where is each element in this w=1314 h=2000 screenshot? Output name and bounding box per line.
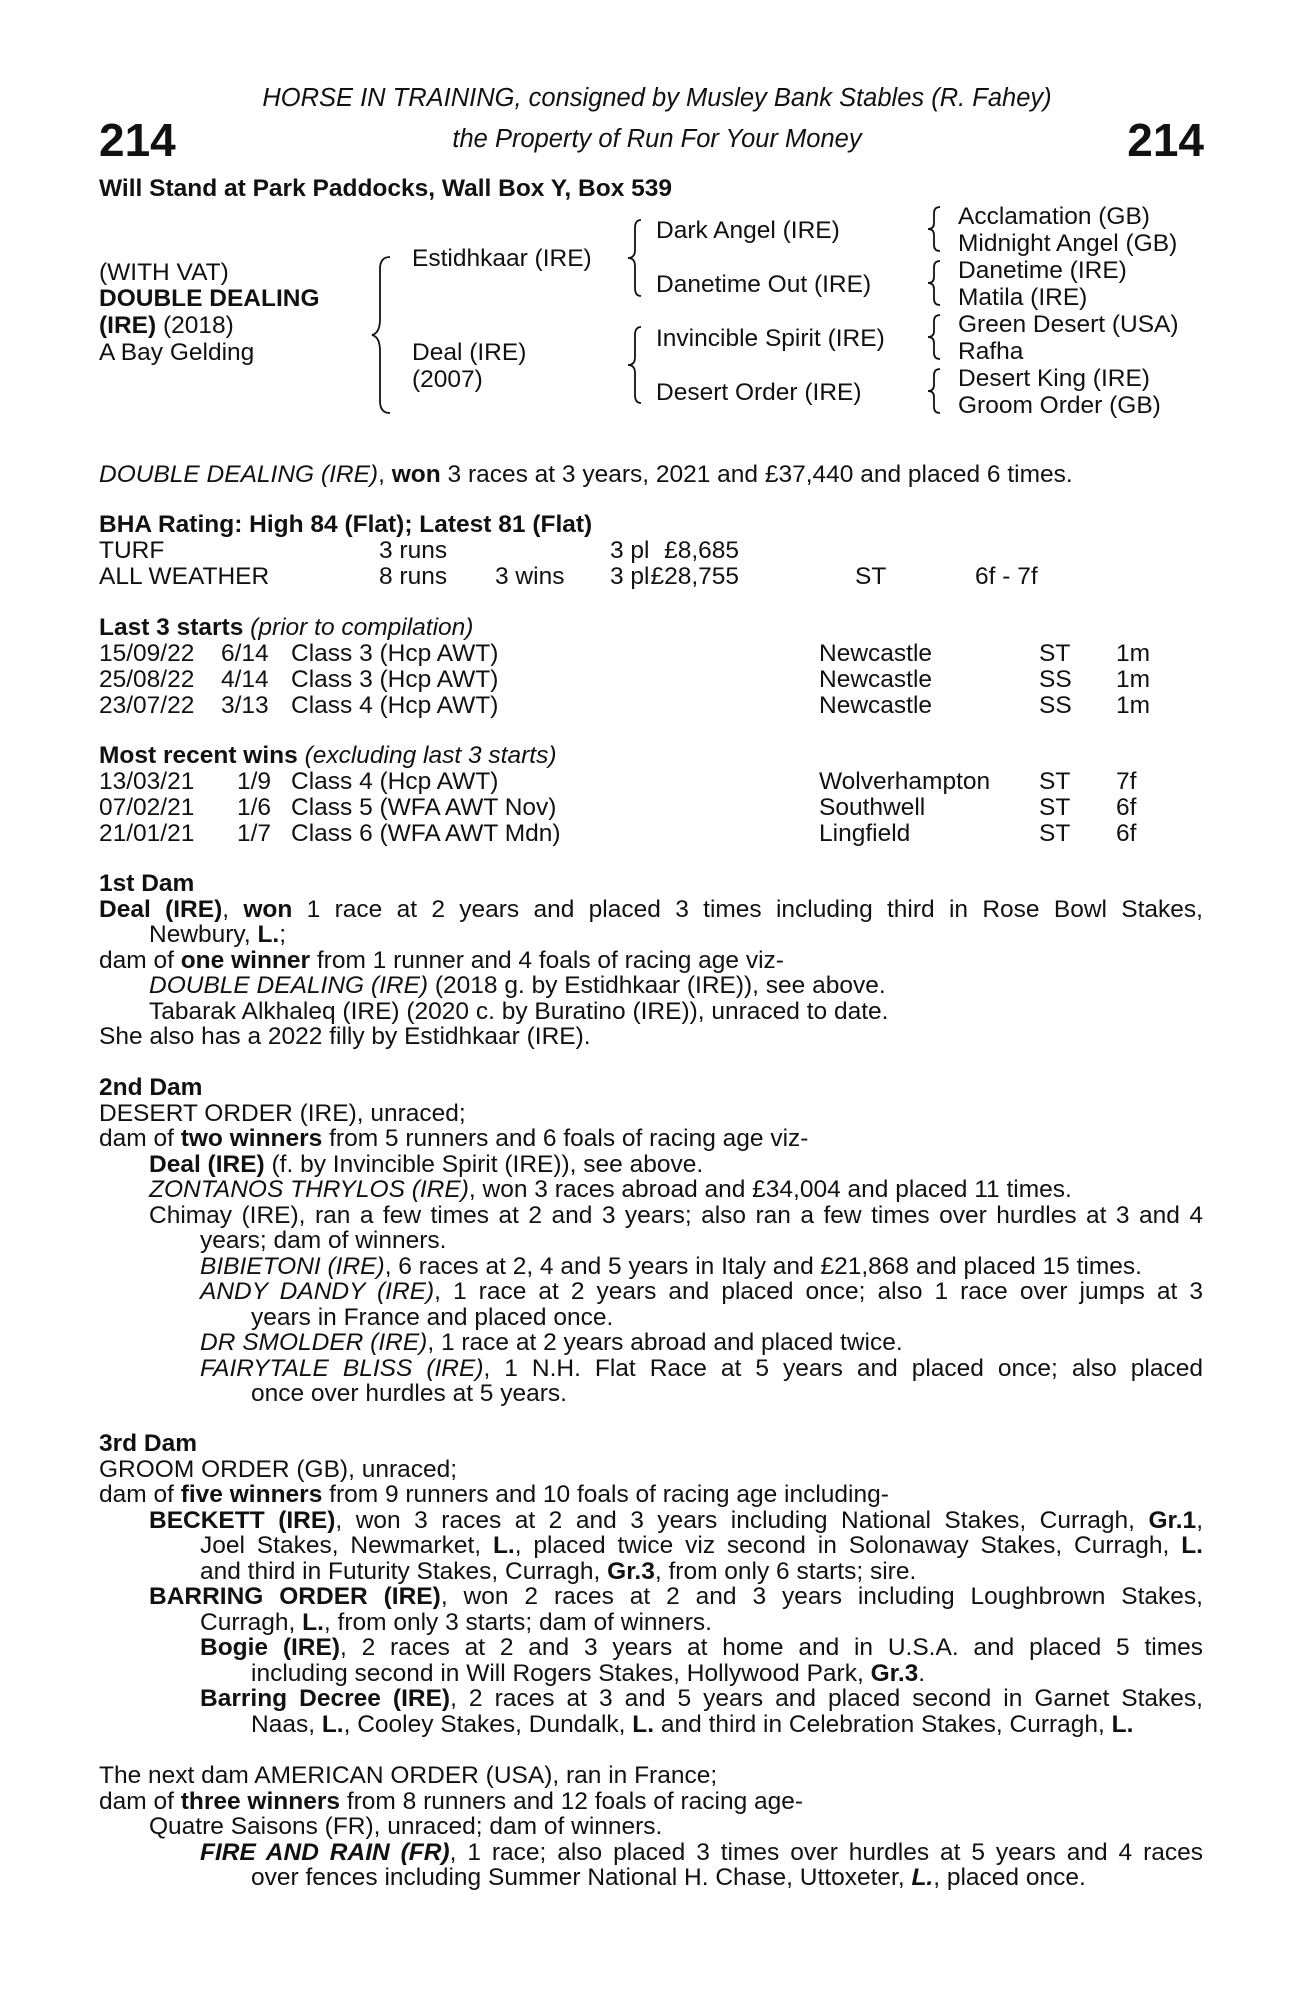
group-label: Gr.3 xyxy=(607,1557,655,1585)
win-date: 07/02/21 xyxy=(99,794,195,821)
text: , placed once. xyxy=(933,1864,1086,1891)
rating-wins: 3 wins xyxy=(495,563,565,590)
pedigree-g-dds: Desert King (IRE) xyxy=(958,365,1150,392)
second-dam-line: DESERT ORDER (IRE), unraced; xyxy=(99,1099,466,1127)
third-dam-line xyxy=(99,1559,1203,1585)
text: , 1 race; also placed 3 times over hurdles at 5 years and 4 races xyxy=(449,1838,1203,1866)
progeny-name: Bogie (IRE) xyxy=(200,1634,340,1661)
race-summary xyxy=(99,462,1073,488)
progeny-name: BARRING ORDER (IRE) xyxy=(149,1583,441,1610)
listed-label: L. xyxy=(632,1710,655,1738)
start-position: 6/14 xyxy=(221,640,269,667)
text: Naas, xyxy=(251,1710,322,1738)
text: , 2 races at 2 and 3 years at home and in U.S.A. and placed 5 times xyxy=(340,1634,1203,1661)
second-dam-line: Chimay (IRE), ran a few times at 2 and 3 years; also ran a few times over hurdles at 3 and 4 xyxy=(149,1201,1203,1229)
next-dam-line: Quatre Saisons (FR), unraced; dam of winners. xyxy=(149,1813,663,1840)
text: (2018 g. by Estidhkaar (IRE)), see above. xyxy=(428,972,886,999)
win-going: ST xyxy=(1039,794,1071,821)
pedigree-brace-g1 xyxy=(926,205,942,253)
winners-count: one winner xyxy=(180,946,311,974)
pedigree-brace-main xyxy=(370,255,394,415)
start-race: Class 3 (Hcp AWT) xyxy=(291,666,499,693)
horse-year: (2018) xyxy=(156,312,234,339)
second-dam-line xyxy=(99,1152,1203,1178)
start-distance: 1m xyxy=(1116,666,1151,693)
start-course: Newcastle xyxy=(819,640,933,667)
progeny-name: Deal (IRE) xyxy=(149,1150,265,1178)
start-row xyxy=(99,667,1199,693)
progeny-name: ANDY DANDY (IRE) xyxy=(200,1278,435,1305)
third-dam-section xyxy=(99,1431,1203,1737)
start-position: 4/14 xyxy=(221,666,269,693)
pedigree-dam-dam: Desert Order (IRE) xyxy=(656,379,862,406)
pedigree-g-ssd: Midnight Angel (GB) xyxy=(958,230,1178,257)
second-dam-line xyxy=(99,1356,1203,1382)
rating-distance: 6f - 7f xyxy=(975,563,1038,590)
rating-earnings: £28,755 xyxy=(650,563,739,590)
pedigree-dam-sire: Invincible Spirit (IRE) xyxy=(656,325,885,352)
start-distance: 1m xyxy=(1116,692,1151,719)
text: and third in Celebration Stakes, Curragh, xyxy=(654,1710,1112,1738)
pedigree-g-ddd: Groom Order (GB) xyxy=(958,392,1161,419)
listed-label: L. xyxy=(257,921,280,948)
rating-runs: 8 runs xyxy=(379,563,448,590)
vat-note: (WITH VAT) xyxy=(99,259,229,286)
stand-location: Will Stand at Park Paddocks, Wall Box Y, Box 539 xyxy=(99,175,672,202)
horse-country: (IRE) xyxy=(99,312,157,339)
third-dam-line xyxy=(99,1712,1203,1738)
text: , 1 race at 2 years and placed once; also 1 race over jumps at 3 xyxy=(434,1278,1203,1305)
win-date: 21/01/21 xyxy=(99,820,195,847)
second-dam-line: once over hurdles at 5 years. xyxy=(251,1380,567,1407)
win-distance: 7f xyxy=(1116,768,1137,795)
third-dam-line xyxy=(99,1610,1203,1636)
bha-rating: BHA Rating: High 84 (Flat); Latest 81 (Flat) xyxy=(99,511,593,538)
pedigree-sire-dam: Danetime Out (IRE) xyxy=(656,271,872,298)
summary-text: 3 races at 3 years, 2021 and £37,440 and placed 6 times. xyxy=(440,461,1073,488)
text: (f. by Invincible Spirit (IRE)), see above. xyxy=(264,1150,704,1178)
pedigree-g-dsd: Rafha xyxy=(958,338,1024,365)
start-distance: 1m xyxy=(1116,640,1151,667)
last-starts-heading xyxy=(99,615,473,641)
winners-count: two winners xyxy=(180,1125,323,1152)
rating-row-turf xyxy=(99,538,1199,564)
start-going: SS xyxy=(1039,692,1072,719)
third-dam-line: GROOM ORDER (GB), unraced; xyxy=(99,1455,458,1483)
third-dam-line xyxy=(99,1635,1203,1661)
win-distance: 6f xyxy=(1116,794,1137,821)
progeny-name: FAIRYTALE BLISS (IRE) xyxy=(200,1354,484,1382)
rating-surface: ALL WEATHER xyxy=(99,563,270,590)
start-race: Class 4 (Hcp AWT) xyxy=(291,692,499,719)
text: over fences including Summer National H. Chase, Uttoxeter, xyxy=(251,1864,912,1891)
win-position: 1/7 xyxy=(237,820,272,847)
text: , xyxy=(222,895,244,923)
text: , Cooley Stakes, Dundalk, xyxy=(343,1710,633,1738)
win-row xyxy=(99,821,1199,847)
third-dam-line xyxy=(99,1661,1203,1687)
win-position: 1/6 xyxy=(237,794,272,821)
third-dam-line xyxy=(99,1533,1203,1559)
text: dam of xyxy=(99,946,181,974)
win-row xyxy=(99,795,1199,821)
rating-earnings: £8,685 xyxy=(664,537,739,564)
summary-comma: , xyxy=(378,461,392,488)
win-row xyxy=(99,769,1199,795)
start-race: Class 3 (Hcp AWT) xyxy=(291,640,499,667)
listed-label: L. xyxy=(302,1608,324,1636)
win-date: 13/03/21 xyxy=(99,768,195,795)
text: , 1 race at 2 years abroad and placed twice. xyxy=(427,1329,903,1356)
rating-surface: TURF xyxy=(99,537,165,564)
text: . xyxy=(918,1659,926,1687)
winners-count: five winners xyxy=(180,1481,323,1508)
second-dam-line xyxy=(99,1254,1203,1280)
second-dam-line xyxy=(99,1126,1203,1152)
group-label: Gr.1 xyxy=(1148,1506,1197,1534)
horse-description: A Bay Gelding xyxy=(99,339,255,366)
win-race: Class 6 (WFA AWT Mdn) xyxy=(291,820,561,847)
second-dam-line xyxy=(99,1279,1203,1305)
rating-row-allweather xyxy=(99,564,1199,590)
text: Newbury, xyxy=(149,921,258,948)
start-date: 23/07/22 xyxy=(99,692,195,719)
third-dam-heading: 3rd Dam xyxy=(99,1430,198,1457)
third-dam-line xyxy=(99,1584,1203,1610)
text: from 8 runners and 12 foals of racing age- xyxy=(340,1787,804,1815)
start-course: Newcastle xyxy=(819,692,933,719)
group-label: Gr.3 xyxy=(870,1659,919,1687)
progeny-name: DOUBLE DEALING (IRE) xyxy=(149,972,429,999)
recent-wins-heading xyxy=(99,743,556,769)
listed-label: L. xyxy=(1111,1710,1134,1738)
first-dam-line xyxy=(99,922,1203,948)
winners-count: three winners xyxy=(180,1787,341,1815)
text: and third in Futurity Stakes, Curragh, xyxy=(200,1557,608,1585)
second-dam-heading: 2nd Dam xyxy=(99,1074,203,1101)
text: , placed twice viz second in Solonaway Stakes, Curragh, xyxy=(514,1532,1182,1559)
property-line: the Property of Run For Your Money xyxy=(452,125,862,153)
first-dam-line xyxy=(99,973,1203,999)
text: , 2 races at 3 and 5 years and placed second in Garnet Stakes, xyxy=(450,1685,1203,1712)
text: , 6 races at 2, 4 and 5 years in Italy and £21,868 and placed 15 times. xyxy=(384,1252,1142,1280)
first-dam-line xyxy=(99,897,1203,923)
next-dam-line xyxy=(99,1840,1203,1866)
progeny-name: Barring Decree (IRE) xyxy=(200,1685,451,1712)
win-going: ST xyxy=(1039,768,1071,795)
second-dam-line: years; dam of winners. xyxy=(200,1227,447,1254)
won-label: won xyxy=(243,895,293,923)
progeny-name: BECKETT (IRE) xyxy=(149,1506,336,1534)
text: ; xyxy=(279,921,287,948)
win-race: Class 5 (WFA AWT Nov) xyxy=(291,794,557,821)
start-position: 3/13 xyxy=(221,692,269,719)
text: dam of xyxy=(99,1481,181,1508)
pedigree-brace-g2 xyxy=(926,259,942,307)
pedigree-brace-sire xyxy=(626,218,644,298)
pedigree-sire: Estidhkaar (IRE) xyxy=(412,245,592,272)
first-dam-line xyxy=(99,948,1203,974)
consignor-line: HORSE IN TRAINING, consigned by Musley Bank Stables (R. Fahey) xyxy=(262,84,1052,112)
text: dam of xyxy=(99,1787,181,1815)
text: from 9 runners and 10 foals of racing age including- xyxy=(322,1481,889,1508)
first-dam-line: Tabarak Alkhaleq (IRE) (2020 c. by Buratino (IRE)), unraced to date. xyxy=(149,997,889,1025)
start-row xyxy=(99,641,1199,667)
win-course: Lingfield xyxy=(819,820,911,847)
text: , from only 3 starts; dam of winners. xyxy=(323,1608,712,1636)
pedigree-g-sdd: Matila (IRE) xyxy=(958,284,1088,311)
text: , from only 6 starts; sire. xyxy=(654,1557,917,1585)
progeny-name: BIBIETONI (IRE) xyxy=(200,1252,385,1280)
pedigree-brace-g3 xyxy=(926,313,942,361)
rating-placed: 3 pl xyxy=(610,537,650,564)
listed-label: L. xyxy=(492,1532,515,1559)
third-dam-line xyxy=(99,1508,1203,1534)
pedigree-dam: Deal (IRE) xyxy=(412,339,527,366)
recent-wins-note: (excluding last 3 starts) xyxy=(297,742,557,769)
text: , won 2 races at 2 and 3 years including Loughbrown Stakes, xyxy=(440,1583,1203,1610)
text: dam of xyxy=(99,1125,181,1152)
second-dam-line xyxy=(99,1177,1203,1203)
pedigree-sire-sire: Dark Angel (IRE) xyxy=(656,217,840,244)
pedigree-dam-year: (2007) xyxy=(412,366,483,393)
dam-name: Deal (IRE) xyxy=(99,895,223,923)
listed-label: L. xyxy=(1181,1532,1203,1559)
first-dam-heading: 1st Dam xyxy=(99,870,195,897)
second-dam-line: years in France and placed once. xyxy=(251,1303,614,1331)
start-date: 25/08/22 xyxy=(99,666,195,693)
pedigree-g-dss: Green Desert (USA) xyxy=(958,311,1179,338)
summary-horse-name: DOUBLE DEALING (IRE) xyxy=(99,461,379,488)
progeny-name: FIRE AND RAIN (FR) xyxy=(200,1838,450,1866)
listed-label: L. xyxy=(321,1710,344,1738)
recent-wins-title: Most recent wins xyxy=(99,742,298,769)
next-dam-line xyxy=(99,1789,1203,1815)
win-course: Southwell xyxy=(819,794,926,821)
rating-going: ST xyxy=(855,563,887,590)
listed-label: L. xyxy=(911,1864,934,1891)
progeny-name: DR SMOLDER (IRE) xyxy=(200,1329,428,1356)
win-course: Wolverhampton xyxy=(819,768,991,795)
start-going: SS xyxy=(1039,666,1072,693)
win-position: 1/9 xyxy=(237,768,272,795)
third-dam-line xyxy=(99,1686,1203,1712)
next-dam-line: The next dam AMERICAN ORDER (USA), ran in France; xyxy=(99,1762,718,1789)
start-date: 15/09/22 xyxy=(99,640,195,667)
last-starts-note: (prior to compilation) xyxy=(243,614,474,641)
second-dam-line xyxy=(99,1330,1203,1356)
lot-number-left: 214 xyxy=(99,114,176,166)
text: Joel Stakes, Newmarket, xyxy=(200,1532,493,1559)
horse-name-suffix xyxy=(99,313,234,339)
first-dam-line: She also has a 2022 filly by Estidhkaar (IRE). xyxy=(99,1023,591,1050)
lot-number-right: 214 xyxy=(1127,114,1204,166)
horse-name: DOUBLE DEALING xyxy=(99,285,320,312)
pedigree-g-sds: Danetime (IRE) xyxy=(958,257,1127,284)
pedigree-brace-dam xyxy=(626,325,644,405)
text: , 1 N.H. Flat Race at 5 years and placed once; also placed xyxy=(483,1354,1203,1382)
third-dam-line xyxy=(99,1482,1203,1508)
last-starts-title: Last 3 starts xyxy=(99,614,244,641)
pedigree-g-sss: Acclamation (GB) xyxy=(958,203,1150,230)
progeny-name: ZONTANOS THRYLOS (IRE) xyxy=(149,1176,469,1203)
win-distance: 6f xyxy=(1116,820,1137,847)
text: , won 3 races abroad and £34,004 and placed 11 times. xyxy=(468,1176,1072,1203)
next-dam-section xyxy=(99,1763,1203,1891)
text: Curragh, xyxy=(200,1608,303,1636)
rating-placed: 3 pl xyxy=(610,563,650,590)
pedigree-brace-g4 xyxy=(926,367,942,415)
second-dam-section xyxy=(99,1075,1203,1407)
text: from 1 runner and 4 foals of racing age viz- xyxy=(310,946,784,974)
win-going: ST xyxy=(1039,820,1071,847)
text: , xyxy=(1196,1506,1203,1534)
next-dam-line xyxy=(99,1865,1203,1891)
text: from 5 runners and 6 foals of racing age viz- xyxy=(322,1125,809,1152)
start-row xyxy=(99,693,1199,719)
text: including second in Will Rogers Stakes, Hollywood Park, xyxy=(251,1659,871,1687)
text: 1 race at 2 years and placed 3 times including third in Rose Bowl Stakes, xyxy=(292,895,1203,923)
win-race: Class 4 (Hcp AWT) xyxy=(291,768,499,795)
start-going: ST xyxy=(1039,640,1071,667)
first-dam-section xyxy=(99,871,1203,1050)
text: , won 3 races at 2 and 3 years including National Stakes, Curragh, xyxy=(335,1506,1149,1534)
start-course: Newcastle xyxy=(819,666,933,693)
rating-runs: 3 runs xyxy=(379,537,448,564)
summary-won: won xyxy=(391,461,441,488)
